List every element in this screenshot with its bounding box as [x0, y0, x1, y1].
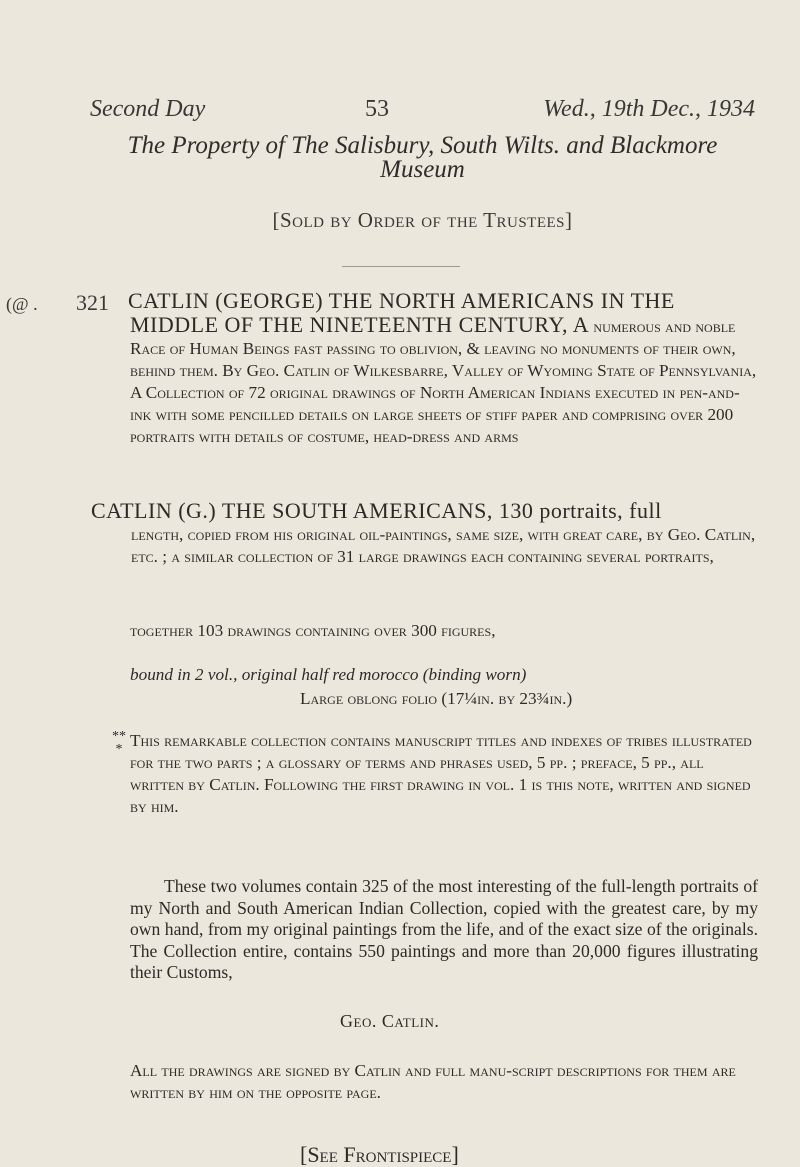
asterism: ** *	[112, 729, 126, 757]
section-title	[90, 134, 755, 182]
format-line: Large oblong folio (17¼in. by 23¾in.)	[300, 689, 573, 708]
sold-by-note: [Sold by Order of the Trustees]	[272, 208, 573, 232]
drawings-note: All the drawings are signed by Catlin and full manu-script descriptions for them are written by him on the opposite page.	[130, 1061, 736, 1102]
second-body: length, copied from his original oil-paintings, same size, with great care, by Geo. Catlin, etc. ; a similar collection of 31 large drawings each containing several portraits,	[131, 525, 756, 566]
together-line: together 103 drawings containing over 300 figures,	[130, 621, 496, 640]
lot-body: numerous and noble Race of Human Beings fast passing to oblivion, & leaving no monuments of their own, behind them. By Geo. Catlin of Wilkesbarre, Valley of Wyoming State of Pennsylvania, A Collection of 72 original drawings of North American Indians executed in pen-and-ink with some pencilled details on large sheets of stiff paper and comprising over 200 portraits with details of costume, head-dress and arms	[130, 317, 757, 446]
second-heading: CATLIN (G.) THE SOUTH AMERICANS, 130 portraits, full	[91, 498, 662, 523]
page-number: 53	[365, 96, 389, 122]
lot-number: 321	[76, 290, 109, 315]
remark-paragraph	[112, 729, 758, 818]
remark-text: This remarkable collection contains manuscript titles and indexes of tribes illustrated for the two parts ; a glossary of terms and phrases used, 5 pp. ; preface, 5 pp., all written by Catlin. Following the first drawing in vol. 1 is this note, written and signed by him.	[130, 731, 752, 816]
see-frontispiece: [See Frontispiece]	[300, 1142, 459, 1167]
lot-heading: CATLIN (GEORGE) THE NORTH AMERICANS IN THE MIDDLE OF THE NINETEENTH CENTURY, A	[128, 288, 675, 337]
title-line-2: Museum	[380, 156, 465, 183]
header-day: Second Day	[90, 96, 206, 122]
second-description	[91, 500, 759, 568]
header-date: Wed., 19th Dec., 1934	[543, 96, 755, 122]
margin-annotation: (@ .	[6, 294, 38, 314]
binding-line: bound in 2 vol., original half red morocco (binding worn)	[130, 665, 527, 684]
divider-rule	[342, 266, 460, 267]
title-line-1: The Property of The Salisbury, South Wilts. and Blackmore	[127, 132, 718, 159]
signature: Geo. Catlin.	[340, 1011, 440, 1031]
lot-description	[130, 290, 758, 448]
catlin-note: These two volumes contain 325 of the most interesting of the full-length portraits of my North and South American Indian Collection, copied with the greatest care, by my own hand, from my original paintings from the life, and of the exact size of the originals. The Collection entire, contains 550 paintings and more than 20,000 figures illustrating their Customs,	[130, 876, 758, 982]
